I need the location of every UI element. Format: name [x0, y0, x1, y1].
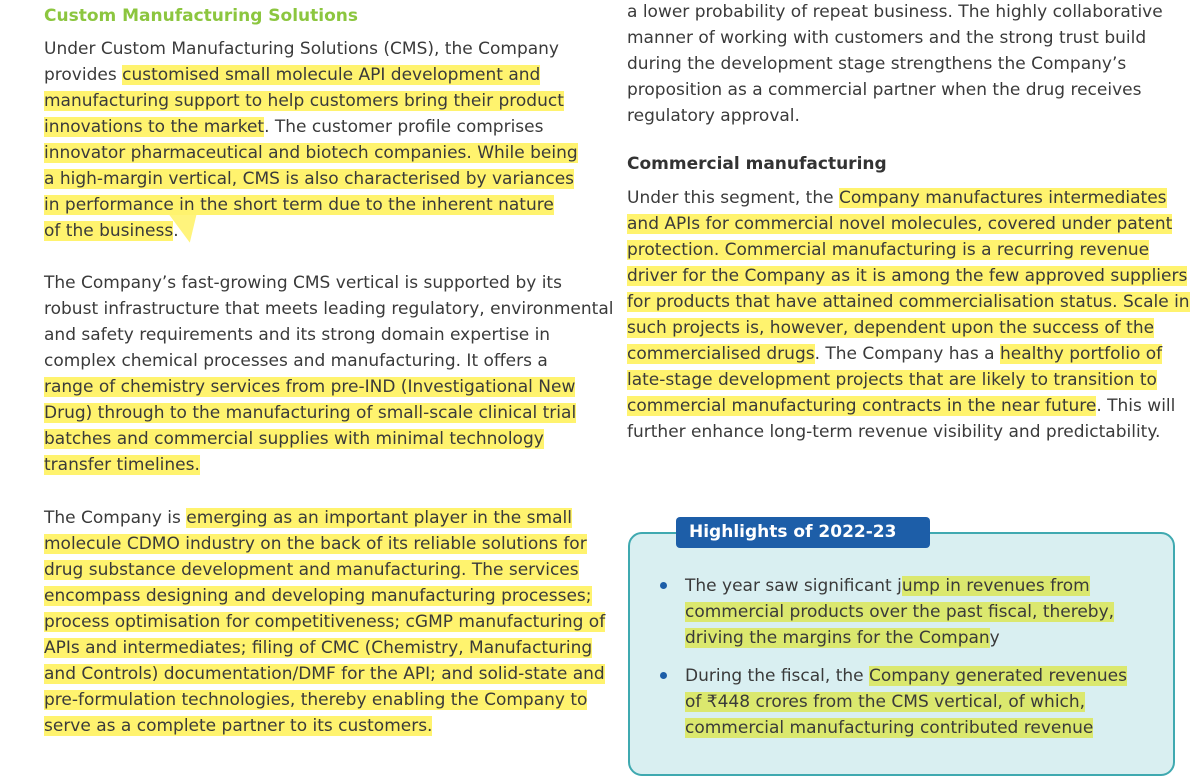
highlighted-text: driver for the Company as it is among the few approved suppliers — [627, 266, 1188, 286]
highlights-title: Highlights of 2022-23 — [676, 517, 930, 548]
text-segment: . The Company has a — [814, 344, 1000, 364]
right-paragraph-continuation — [627, 0, 1163, 129]
text-line — [627, 103, 1163, 129]
text-line — [44, 661, 605, 687]
text-line — [685, 663, 1127, 689]
highlighted-text: APIs and intermediates; filing of CMC (Chemistry, Manufacturing — [44, 638, 593, 658]
highlighted-text: molecule CDMO industry on the back of its reliable solutions for — [44, 534, 587, 554]
text-segment: Under this segment, the — [627, 188, 839, 208]
text-segment: and safety requirements and its strong domain expertise in — [44, 325, 551, 345]
text-segment: further enhance long-term revenue visibility and predictability. — [627, 422, 1161, 442]
highlighted-text: Company generated revenues — [869, 666, 1127, 686]
text-segment: manner of working with customers and the strong trust build — [627, 28, 1147, 48]
highlighted-text: Drug) through to the manufacturing of small-scale clinical trial — [44, 403, 577, 423]
text-line — [685, 715, 1127, 741]
highlighted-text: a high-margin vertical, CMS is also characterised by variances — [44, 169, 575, 189]
text-line — [44, 505, 605, 531]
cms-paragraph-1 — [44, 36, 578, 244]
highlighted-text: commercial manufacturing contributed revenue — [685, 718, 1094, 738]
highlighted-text: innovations to the market — [44, 117, 265, 137]
text-line — [44, 296, 613, 322]
text-segment: regulatory approval. — [627, 106, 800, 126]
text-line — [627, 0, 1163, 25]
text-segment: . This will — [1096, 396, 1176, 416]
highlighted-text: drug substance development and manufacturing. The services — [44, 560, 579, 580]
section-heading-commercial-manufacturing: Commercial manufacturing — [627, 154, 887, 174]
text-line — [627, 263, 1190, 289]
bullet-icon — [660, 672, 667, 679]
text-line — [44, 218, 578, 244]
bullet-icon — [660, 582, 667, 589]
text-line — [44, 192, 578, 218]
text-line — [627, 77, 1163, 103]
text-segment: The Company’s fast-growing CMS vertical is supported by its — [44, 273, 562, 293]
highlighted-text: in performance in the short term due to the inherent nature — [44, 195, 554, 215]
text-segment: The Company is — [44, 508, 187, 528]
highlighted-text: range of chemistry services from pre-IND (Investigational New — [44, 377, 576, 397]
highlighted-text: innovator pharmaceutical and biotech companies. While being — [44, 143, 578, 163]
section-heading-cms: Custom Manufacturing Solutions — [44, 6, 359, 26]
highlighted-text: such projects is, however, dependent upon the success of the — [627, 318, 1155, 338]
highlight-item-text — [685, 573, 1114, 651]
highlighted-text: transfer timelines. — [44, 455, 200, 475]
highlighted-text: manufacturing support to help customers bring their product — [44, 91, 564, 111]
cms-paragraph-2 — [44, 270, 613, 478]
text-line — [627, 211, 1190, 237]
text-segment: robust infrastructure that meets leading regulatory, environmental — [44, 299, 614, 319]
highlighted-text: commercial products over the past fiscal, thereby, — [685, 602, 1115, 622]
text-line — [44, 557, 605, 583]
text-line — [44, 88, 578, 114]
text-line — [627, 367, 1190, 393]
highlighted-text: and APIs for commercial novel molecules, covered under patent — [627, 214, 1173, 234]
text-segment: Under Custom Manufacturing Solutions (CMS), the Company — [44, 39, 559, 59]
text-segment: complex chemical processes and manufacturing. It offers a — [44, 351, 548, 371]
text-line — [44, 374, 613, 400]
text-line — [627, 25, 1163, 51]
text-line — [44, 609, 605, 635]
highlighted-text: driving the margins for the Compan — [685, 628, 990, 648]
highlighted-text: for products that have attained commercialisation status. Scale in — [627, 292, 1190, 312]
text-line — [44, 583, 605, 609]
highlighted-text: protection. Commercial manufacturing is a recurring revenue — [627, 240, 1150, 260]
text-line — [44, 452, 613, 478]
text-line — [685, 689, 1127, 715]
text-line — [627, 393, 1190, 419]
highlighted-text: of ₹448 crores from the CMS vertical, of which, — [685, 692, 1086, 712]
text-line — [627, 185, 1190, 211]
text-segment: . The customer profile comprises — [264, 117, 544, 137]
text-segment: provides — [44, 65, 123, 85]
text-line — [44, 400, 613, 426]
highlight-item-text — [685, 663, 1127, 741]
highlighted-text: encompass designing and developing manufacturing processes; — [44, 586, 592, 606]
text-line — [44, 114, 578, 140]
text-line — [627, 237, 1190, 263]
text-segment: . — [173, 221, 179, 241]
text-line — [44, 166, 578, 192]
text-line — [44, 635, 605, 661]
highlighted-text: commercialised drugs — [627, 344, 815, 364]
highlighted-text: customised small molecule API development and — [122, 65, 541, 85]
highlighted-text: emerging as an important player in the small — [186, 508, 572, 528]
highlighted-text: serve as a complete partner to its customers. — [44, 716, 433, 736]
cms-paragraph-3 — [44, 505, 605, 739]
commercial-manufacturing-paragraph — [627, 185, 1190, 445]
text-segment: during the development stage strengthens the Company’s — [627, 54, 1127, 74]
text-line — [44, 270, 613, 296]
text-segment: proposition as a commercial partner when the drug receives — [627, 80, 1142, 100]
text-line — [44, 348, 613, 374]
highlighted-text: late-stage development projects that are likely to transition to — [627, 370, 1157, 390]
highlighted-text: process optimisation for competitiveness; cGMP manufacturing of — [44, 612, 606, 632]
text-line — [44, 36, 578, 62]
highlighted-text: Company manufactures intermediates — [838, 188, 1167, 208]
text-segment: The year saw significant j — [685, 576, 902, 596]
text-segment: During the fiscal, the — [685, 666, 870, 686]
text-line — [685, 599, 1114, 625]
text-line — [627, 419, 1190, 445]
text-line — [627, 289, 1190, 315]
highlighted-text: pre-formulation technologies, thereby enabling the Company to — [44, 690, 588, 710]
text-line — [685, 573, 1114, 599]
text-line — [44, 62, 578, 88]
text-line — [627, 341, 1190, 367]
highlighted-text: batches and commercial supplies with minimal technology — [44, 429, 544, 449]
highlighted-text: of the business — [44, 221, 174, 241]
text-line — [44, 426, 613, 452]
highlighted-text: ump in revenues from — [901, 576, 1090, 596]
text-line — [44, 140, 578, 166]
text-segment: a lower probability of repeat business. The highly collaborative — [627, 2, 1163, 22]
text-line — [44, 687, 605, 713]
text-line — [627, 51, 1163, 77]
text-segment: y — [989, 628, 1000, 648]
highlighted-text: healthy portfolio of — [999, 344, 1163, 364]
text-line — [44, 322, 613, 348]
highlighted-text: commercial manufacturing contracts in the near future — [627, 396, 1097, 416]
text-line — [627, 315, 1190, 341]
highlighted-text: and Controls) documentation/DMF for the API; and solid-state and — [44, 664, 605, 684]
text-line — [44, 713, 605, 739]
text-line — [44, 531, 605, 557]
text-line — [685, 625, 1114, 651]
